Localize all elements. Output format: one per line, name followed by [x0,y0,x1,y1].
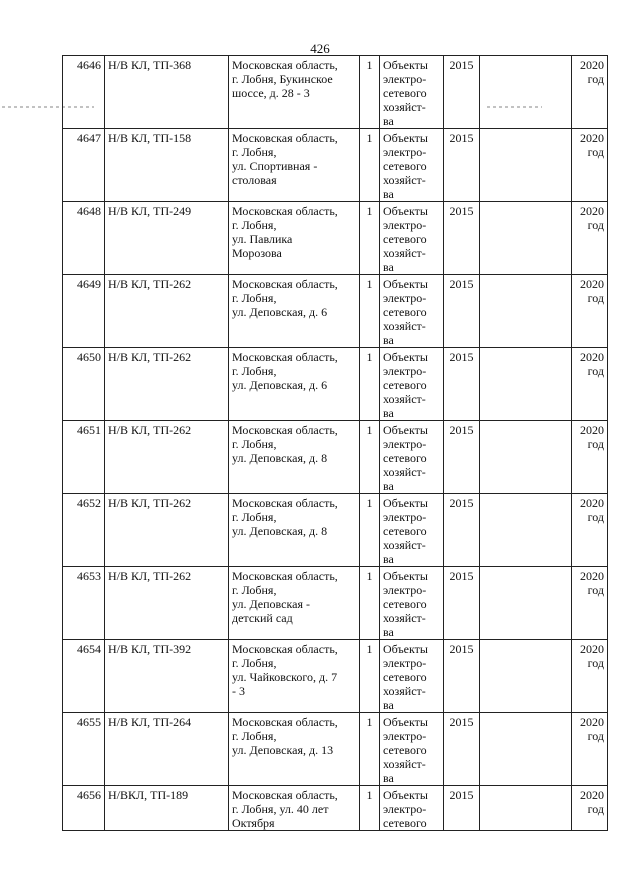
table-row [63,640,608,713]
object-term: 2020 год [572,640,608,713]
object-term: 2020 год [572,129,608,202]
object-address: Московская область, г. Лобня, Букинское шоссе, д. 28 - 3 [229,56,360,129]
row-number: 4648 [63,202,105,275]
object-address: Московская область, г. Лобня, ул. Чайковского, д. 7 - 3 [229,640,360,713]
object-type: Объекты электро- сетевого хозяйст- ва [380,494,444,567]
object-address: Московская область, г. Лобня, ул. 40 лет Октября [229,786,360,831]
object-term: 2020 год [572,421,608,494]
empty-cell [480,421,572,494]
object-address: Московская область, г. Лобня, ул. Деповская, д. 8 [229,421,360,494]
empty-cell [480,129,572,202]
object-year: 2015 [444,494,480,567]
row-number: 4646 [63,56,105,129]
object-address: Московская область, г. Лобня, ул. Деповская, д. 13 [229,713,360,786]
object-quantity: 1 [360,56,380,129]
empty-cell [480,348,572,421]
object-year: 2015 [444,713,480,786]
object-year: 2015 [444,421,480,494]
object-name: Н/ВКЛ, ТП-189 [105,786,229,831]
object-term: 2020 год [572,786,608,831]
object-term: 2020 год [572,713,608,786]
object-term: 2020 год [572,494,608,567]
object-address: Московская область, г. Лобня, ул. Деповская, д. 6 [229,275,360,348]
object-type: Объекты электро- сетевого хозяйст- ва [380,275,444,348]
table-row [63,421,608,494]
registry-table-body [63,56,608,831]
object-name: Н/В КЛ, ТП-262 [105,421,229,494]
object-quantity: 1 [360,348,380,421]
object-type: Объекты электро- сетевого хозяйст- ва [380,713,444,786]
object-name: Н/В КЛ, ТП-262 [105,275,229,348]
object-term: 2020 год [572,56,608,129]
object-address: Московская область, г. Лобня, ул. Павлика Морозова [229,202,360,275]
object-type: Объекты электро- сетевого [380,786,444,831]
row-number: 4651 [63,421,105,494]
object-type: Объекты электро- сетевого хозяйст- ва [380,56,444,129]
object-term: 2020 год [572,202,608,275]
object-name: Н/В КЛ, ТП-158 [105,129,229,202]
row-number: 4650 [63,348,105,421]
registry-table [62,55,608,831]
table-row [63,129,608,202]
object-year: 2015 [444,567,480,640]
object-year: 2015 [444,348,480,421]
empty-cell [480,202,572,275]
object-address: Московская область, г. Лобня, ул. Деповская - детский сад [229,567,360,640]
row-number: 4649 [63,275,105,348]
table-row [63,275,608,348]
object-name: Н/В КЛ, ТП-262 [105,567,229,640]
object-name: Н/В КЛ, ТП-264 [105,713,229,786]
object-type: Объекты электро- сетевого хозяйст- ва [380,567,444,640]
object-type: Объекты электро- сетевого хозяйст- ва [380,348,444,421]
object-term: 2020 год [572,275,608,348]
row-number: 4655 [63,713,105,786]
object-name: Н/В КЛ, ТП-392 [105,640,229,713]
object-year: 2015 [444,275,480,348]
object-name: Н/В КЛ, ТП-368 [105,56,229,129]
object-name: Н/В КЛ, ТП-249 [105,202,229,275]
row-number: 4654 [63,640,105,713]
object-type: Объекты электро- сетевого хозяйст- ва [380,129,444,202]
object-name: Н/В КЛ, ТП-262 [105,348,229,421]
object-year: 2015 [444,56,480,129]
object-quantity: 1 [360,713,380,786]
table-row [63,56,608,129]
object-term: 2020 год [572,348,608,421]
table-row [63,202,608,275]
object-type: Объекты электро- сетевого хозяйст- ва [380,640,444,713]
object-quantity: 1 [360,202,380,275]
object-quantity: 1 [360,275,380,348]
object-type: Объекты электро- сетевого хозяйст- ва [380,421,444,494]
object-term: 2020 год [572,567,608,640]
table-row [63,713,608,786]
object-year: 2015 [444,129,480,202]
row-number: 4656 [63,786,105,831]
row-number: 4652 [63,494,105,567]
object-name: Н/В КЛ, ТП-262 [105,494,229,567]
empty-cell [480,275,572,348]
object-year: 2015 [444,786,480,831]
table-row [63,567,608,640]
object-quantity: 1 [360,640,380,713]
empty-cell [480,494,572,567]
table-row [63,494,608,567]
object-quantity: 1 [360,494,380,567]
empty-cell [480,713,572,786]
table-row [63,786,608,831]
object-address: Московская область, г. Лобня, ул. Деповская, д. 6 [229,348,360,421]
object-type: Объекты электро- сетевого хозяйст- ва [380,202,444,275]
empty-cell [480,786,572,831]
empty-cell [480,640,572,713]
empty-cell [480,567,572,640]
row-number: 4653 [63,567,105,640]
page-number: 426 [310,41,330,56]
empty-cell [480,56,572,129]
object-year: 2015 [444,202,480,275]
object-quantity: 1 [360,129,380,202]
table-row [63,348,608,421]
object-quantity: 1 [360,421,380,494]
object-year: 2015 [444,640,480,713]
row-number: 4647 [63,129,105,202]
object-quantity: 1 [360,567,380,640]
object-quantity: 1 [360,786,380,831]
object-address: Московская область, г. Лобня, ул. Деповская, д. 8 [229,494,360,567]
object-address: Московская область, г. Лобня, ул. Спортивная - столовая [229,129,360,202]
